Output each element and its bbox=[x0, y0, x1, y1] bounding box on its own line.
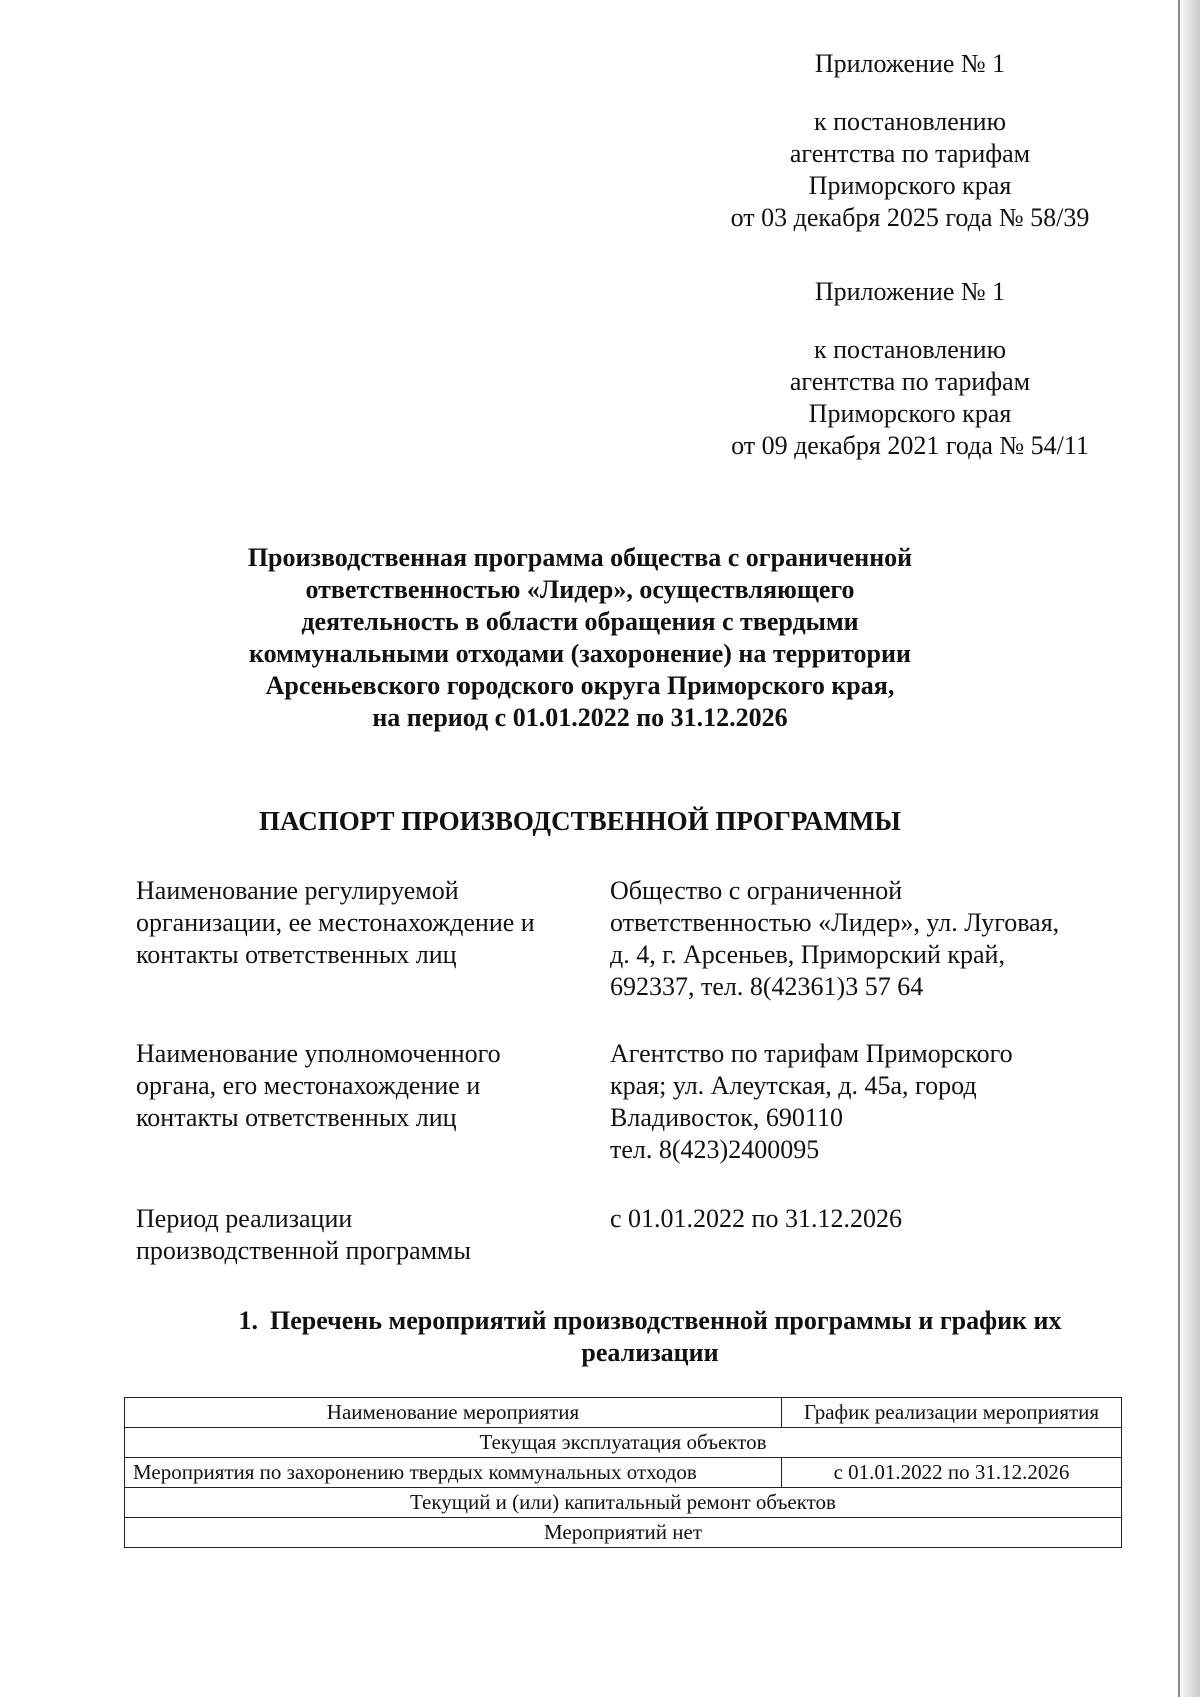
appendix-original-line: агентства по тарифам bbox=[789, 367, 1031, 396]
title-line: ответственностью «Лидер», осуществляющего bbox=[305, 575, 855, 604]
appendix-current-line: к постановлению bbox=[813, 107, 1007, 136]
label-line: органа, его местонахождение и bbox=[136, 1071, 481, 1100]
activities-table bbox=[124, 1397, 1122, 1548]
value-line: ответственностью «Лидер», ул. Луговая, bbox=[610, 908, 1060, 937]
title-line: на период с 01.01.2022 по 31.12.2026 bbox=[372, 703, 788, 732]
table-group-row bbox=[125, 1428, 1122, 1458]
value-line: с 01.01.2022 по 31.12.2026 bbox=[610, 1204, 902, 1233]
passport-row-label bbox=[136, 875, 596, 971]
appendix-current-line: агентства по тарифам bbox=[789, 139, 1031, 168]
title-line: Производственная программа общества с ограниченной bbox=[247, 543, 913, 572]
group-cell-repair: Текущий и (или) капитальный ремонт объектов bbox=[125, 1488, 1122, 1518]
value-line: края; ул. Алеутская, д. 45а, город bbox=[610, 1071, 977, 1100]
header-cell-name: Наименование мероприятия bbox=[125, 1398, 782, 1428]
document-title bbox=[200, 542, 960, 734]
label-line: контакты ответственных лиц bbox=[136, 1103, 457, 1132]
section-1-heading-line: реализации bbox=[581, 1338, 719, 1367]
label-line: производственной программы bbox=[136, 1236, 471, 1265]
table-group-row bbox=[125, 1488, 1122, 1518]
section-title-text: Перечень мероприятий производственной программы и график их bbox=[269, 1306, 1062, 1335]
page-edge-shadow bbox=[1178, 0, 1200, 1697]
table-header-row bbox=[125, 1398, 1122, 1428]
passport-row-label bbox=[136, 1038, 596, 1134]
section-1-heading-line bbox=[190, 1305, 1110, 1337]
label-line: контакты ответственных лиц bbox=[136, 940, 457, 969]
table-row bbox=[125, 1518, 1122, 1548]
appendix-current-date: от 03 декабря 2025 года № 58/39 bbox=[730, 203, 1090, 232]
activity-name-cell: Мероприятия по захоронению твердых коммунальных отходов bbox=[125, 1458, 782, 1488]
appendix-original-label: Приложение № 1 bbox=[814, 277, 1006, 306]
label-line: Наименование регулируемой bbox=[136, 876, 459, 905]
group-cell-current-operation: Текущая эксплуатация объектов bbox=[125, 1428, 1122, 1458]
passport-row-value bbox=[610, 875, 1080, 1003]
appendix-original-line: к постановлению bbox=[813, 335, 1007, 364]
appendix-current bbox=[700, 48, 1120, 234]
label-line: организации, ее местонахождение и bbox=[136, 908, 535, 937]
label-line: Период реализации bbox=[136, 1204, 353, 1233]
page-edge-line bbox=[1178, 0, 1180, 1697]
passport-row-label bbox=[136, 1203, 596, 1267]
section-number: 1. bbox=[238, 1306, 258, 1335]
value-line: тел. 8(423)2400095 bbox=[610, 1135, 820, 1164]
passport-row-value bbox=[610, 1203, 1080, 1235]
appendix-current-line: Приморского края bbox=[808, 171, 1012, 200]
value-line: д. 4, г. Арсеньев, Приморский край, bbox=[610, 940, 1005, 969]
header-cell-schedule: График реализации мероприятия bbox=[782, 1398, 1122, 1428]
appendix-current-label: Приложение № 1 bbox=[814, 49, 1006, 78]
title-line: деятельность в области обращения с твердыми bbox=[301, 607, 859, 636]
appendix-original-line: Приморского края bbox=[808, 399, 1012, 428]
section-1-heading bbox=[190, 1305, 1110, 1369]
activity-schedule-cell: с 01.01.2022 по 31.12.2026 bbox=[782, 1458, 1122, 1488]
table-row bbox=[125, 1458, 1122, 1488]
title-line: Арсеньевского городского округа Приморского края, bbox=[265, 671, 895, 700]
passport-heading: ПАСПОРТ ПРОИЗВОДСТВЕННОЙ ПРОГРАММЫ bbox=[259, 806, 901, 836]
value-line: Агентство по тарифам Приморского bbox=[610, 1039, 1013, 1068]
value-line: Владивосток, 690110 bbox=[610, 1103, 843, 1132]
no-activities-cell: Мероприятий нет bbox=[125, 1518, 1122, 1548]
appendix-original bbox=[700, 276, 1120, 462]
value-line: 692337, тел. 8(42361)3 57 64 bbox=[610, 972, 924, 1001]
passport-row-value bbox=[610, 1038, 1080, 1166]
value-line: Общество с ограниченной bbox=[610, 876, 903, 905]
title-line: коммунальными отходами (захоронение) на территории bbox=[249, 639, 911, 668]
appendix-original-date: от 09 декабря 2021 года № 54/11 bbox=[731, 431, 1089, 460]
label-line: Наименование уполномоченного bbox=[136, 1039, 501, 1068]
